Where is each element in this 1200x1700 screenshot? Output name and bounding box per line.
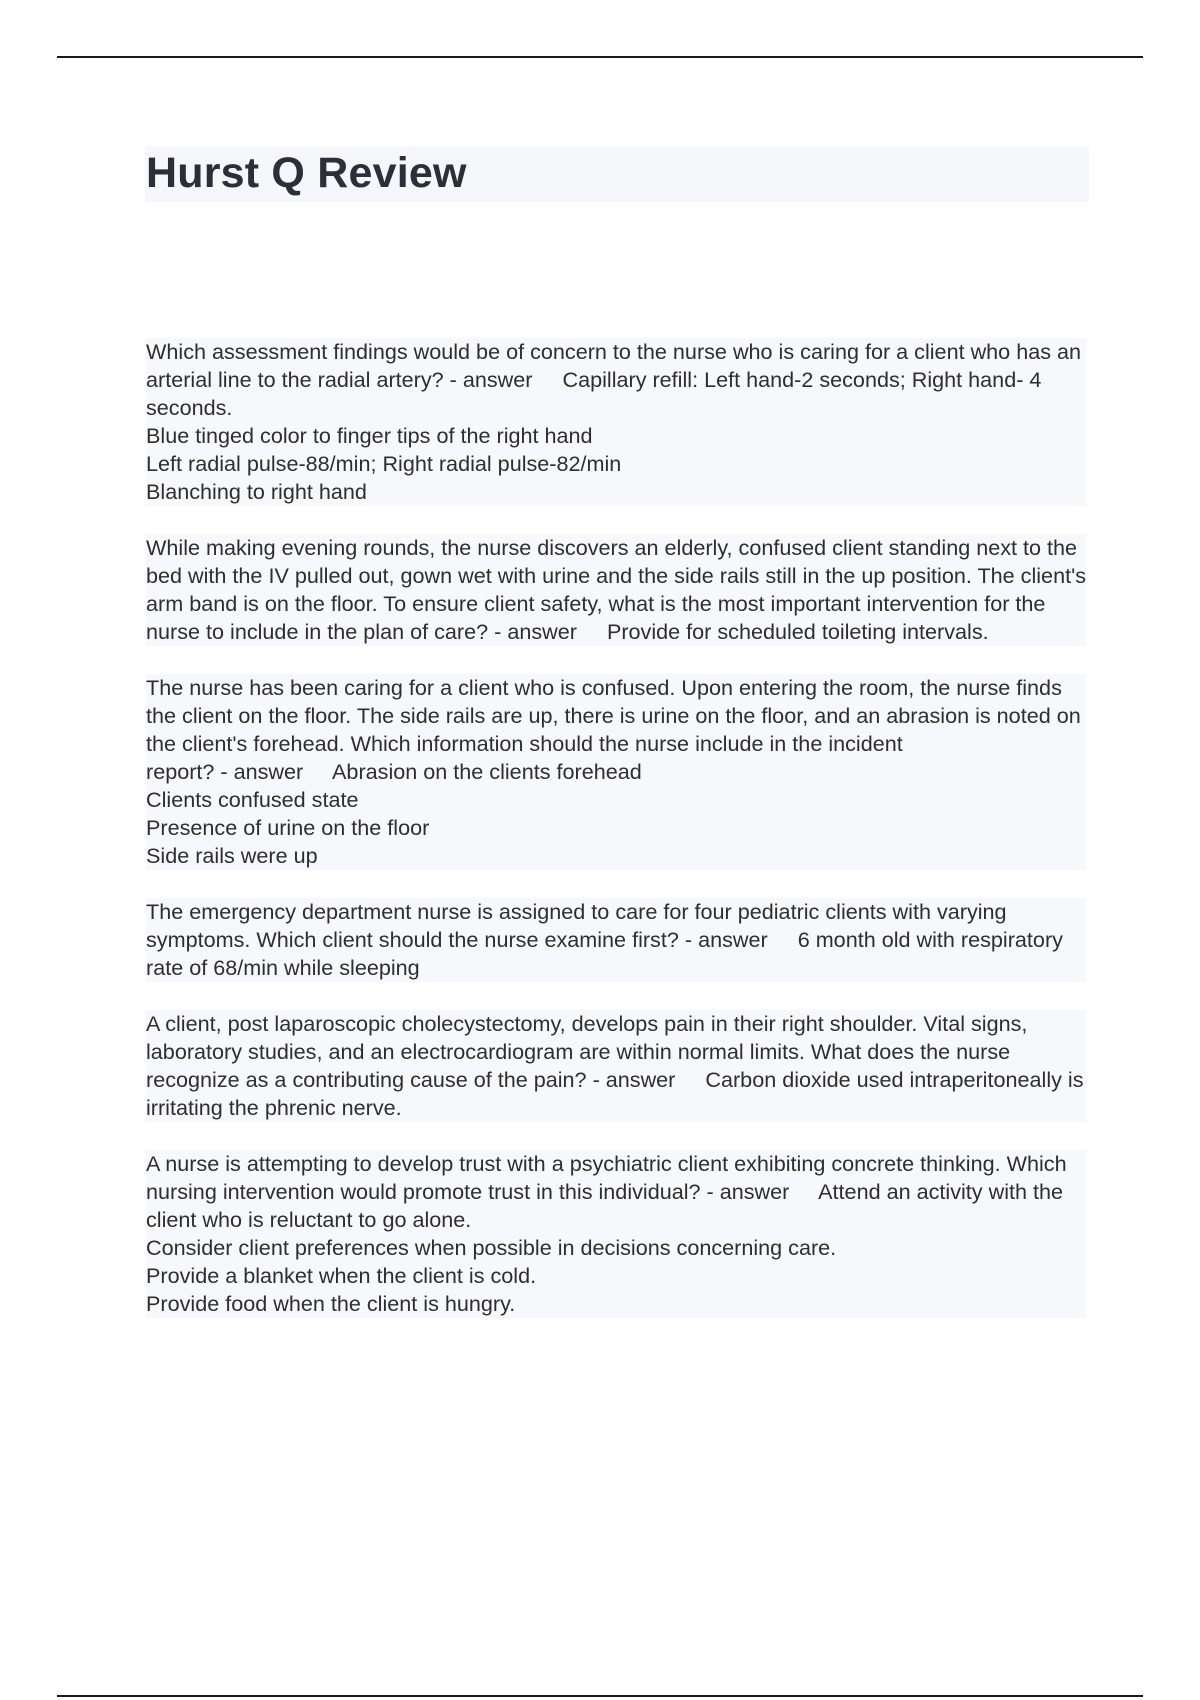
answer-line: Provide a blanket when the client is cold. [146,1263,537,1288]
answer-line: Capillary refill: Left hand-2 seconds; Right hand- 4 seconds. [146,367,1048,420]
answer-separator: - answer [700,1179,819,1204]
answer-line: Side rails were up [146,843,318,868]
answer-line: Clients confused state [146,787,359,812]
answer-line: Blanching to right hand [146,479,367,504]
answer-separator: - answer [678,927,798,952]
answer-separator: - answer [214,759,333,784]
answer-separator: - answer [443,367,563,392]
question-text: While making evening rounds, the nurse discovers an elderly, confused client standing next to the bed with the IV pulled out, gown wet with urine and the side rails still in the up position. The client's arm band is on the floor. To ensure client safety, what is the most important intervention for the nurse to include in the plan of care? [146,535,1092,644]
qa-item [146,674,1086,870]
question-text: The nurse has been caring for a client who is confused. Upon entering the room, the nurse finds the client on the floor. The side rails are up, there is urine on the floor, and an abrasion is noted on the client's forehead. Which information should the nurse include in the incident report? [146,675,1087,784]
question-text: Which assessment findings would be of concern to the nurse who is caring for a client who has an arterial line to the radial artery? [146,339,1088,392]
answer-separator: - answer [488,619,607,644]
qa-item [146,534,1092,646]
question-text: A client, post laparoscopic cholecystectomy, develops pain in their right shoulder. Vital signs, laboratory studies, and an electrocardiogram are within normal limits. What does the nurse recognize as a contributing cause of the pain? [146,1011,1034,1092]
question-answer-list [146,338,1092,1346]
answer-line: Consider client preferences when possible in decisions concerning care. [146,1235,837,1260]
answer-line: Provide for scheduled toileting intervals. [606,619,989,644]
answer-line: Presence of urine on the floor [146,815,430,840]
answer-line: Attend an activity with the client who is reluctant to go alone. [146,1179,1070,1232]
qa-item [146,1010,1090,1122]
question-text: The emergency department nurse is assigned to care for four pediatric clients with varying symptoms. Which client should the nurse examine first? [146,899,1013,952]
top-rule [57,56,1143,58]
page-title: Hurst Q Review [146,149,467,197]
qa-item [146,1150,1086,1318]
qa-item [146,338,1086,506]
answer-line: Left radial pulse-88/min; Right radial pulse-82/min [146,451,622,476]
qa-item [146,898,1086,982]
answer-line: Carbon dioxide used intraperitoneally is irritating the phrenic nerve. [146,1067,1090,1120]
answer-line: 6 month old with respiratory rate of 68/min while sleeping [146,927,1069,980]
bottom-rule [57,1695,1143,1697]
answer-line: Abrasion on the clients forehead [332,759,642,784]
question-text: A nurse is attempting to develop trust with a psychiatric client exhibiting concrete thinking. Which nursing intervention would promote trust in this individual? [146,1151,1073,1204]
answer-separator: - answer [586,1067,706,1092]
answer-line: Blue tinged color to finger tips of the right hand [146,423,593,448]
answer-line: Provide food when the client is hungry. [146,1291,516,1316]
